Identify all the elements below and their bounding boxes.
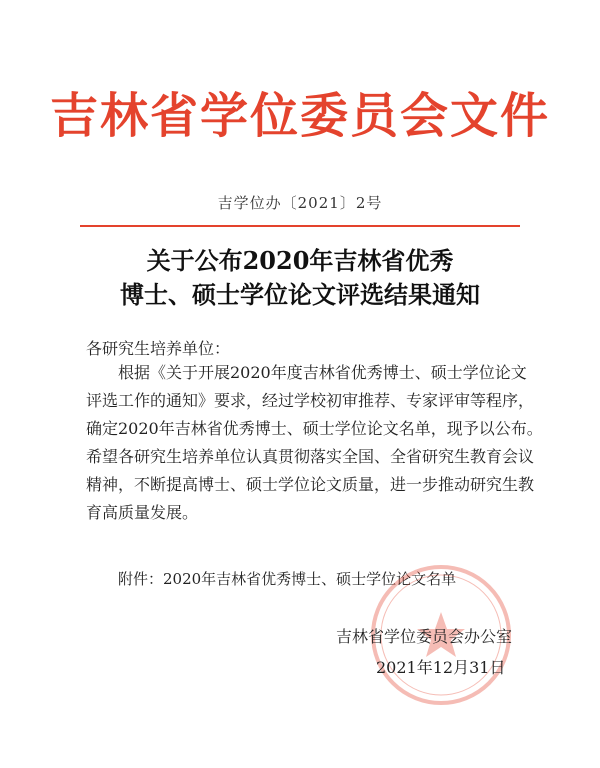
header-divider xyxy=(80,225,520,227)
salutation: 各研究生培养单位： xyxy=(86,339,231,358)
body-line: 根据《关于开展2020年度吉林省优秀博士、硕士学位论文 xyxy=(118,363,527,382)
body-paragraph xyxy=(86,359,543,527)
body-line: 确定2020年吉林省优秀博士、硕士学位论文名单，现予以公布。 xyxy=(86,419,543,438)
body-line: 育高质量发展。 xyxy=(86,503,199,522)
body-line: 精神，不断提高博士、硕士学位论文质量，进一步推动研究生教 xyxy=(86,475,535,494)
body-line: 希望各研究生培养单位认真贯彻落实全国、全省研究生教育会议 xyxy=(86,447,535,466)
body-line: 评选工作的通知》要求，经过学校初审推荐、专家评审等程序， xyxy=(86,391,535,410)
document-title-line-2: 博士、硕士学位论文评选结果通知 xyxy=(120,280,480,309)
signing-date: 2021年12月31日 xyxy=(376,658,506,677)
document-title-line-1: 关于公布2020年吉林省优秀 xyxy=(146,246,454,275)
document-number: 吉学位办〔2021〕2号 xyxy=(217,194,383,212)
document-title xyxy=(0,244,600,312)
attachment-note: 附件：2020年吉林省优秀博士、硕士学位论文名单 xyxy=(118,570,457,588)
document-header-title: 吉林省学位委员会文件 xyxy=(49,88,550,144)
signing-organization: 吉林省学位委员会办公室 xyxy=(336,627,513,646)
